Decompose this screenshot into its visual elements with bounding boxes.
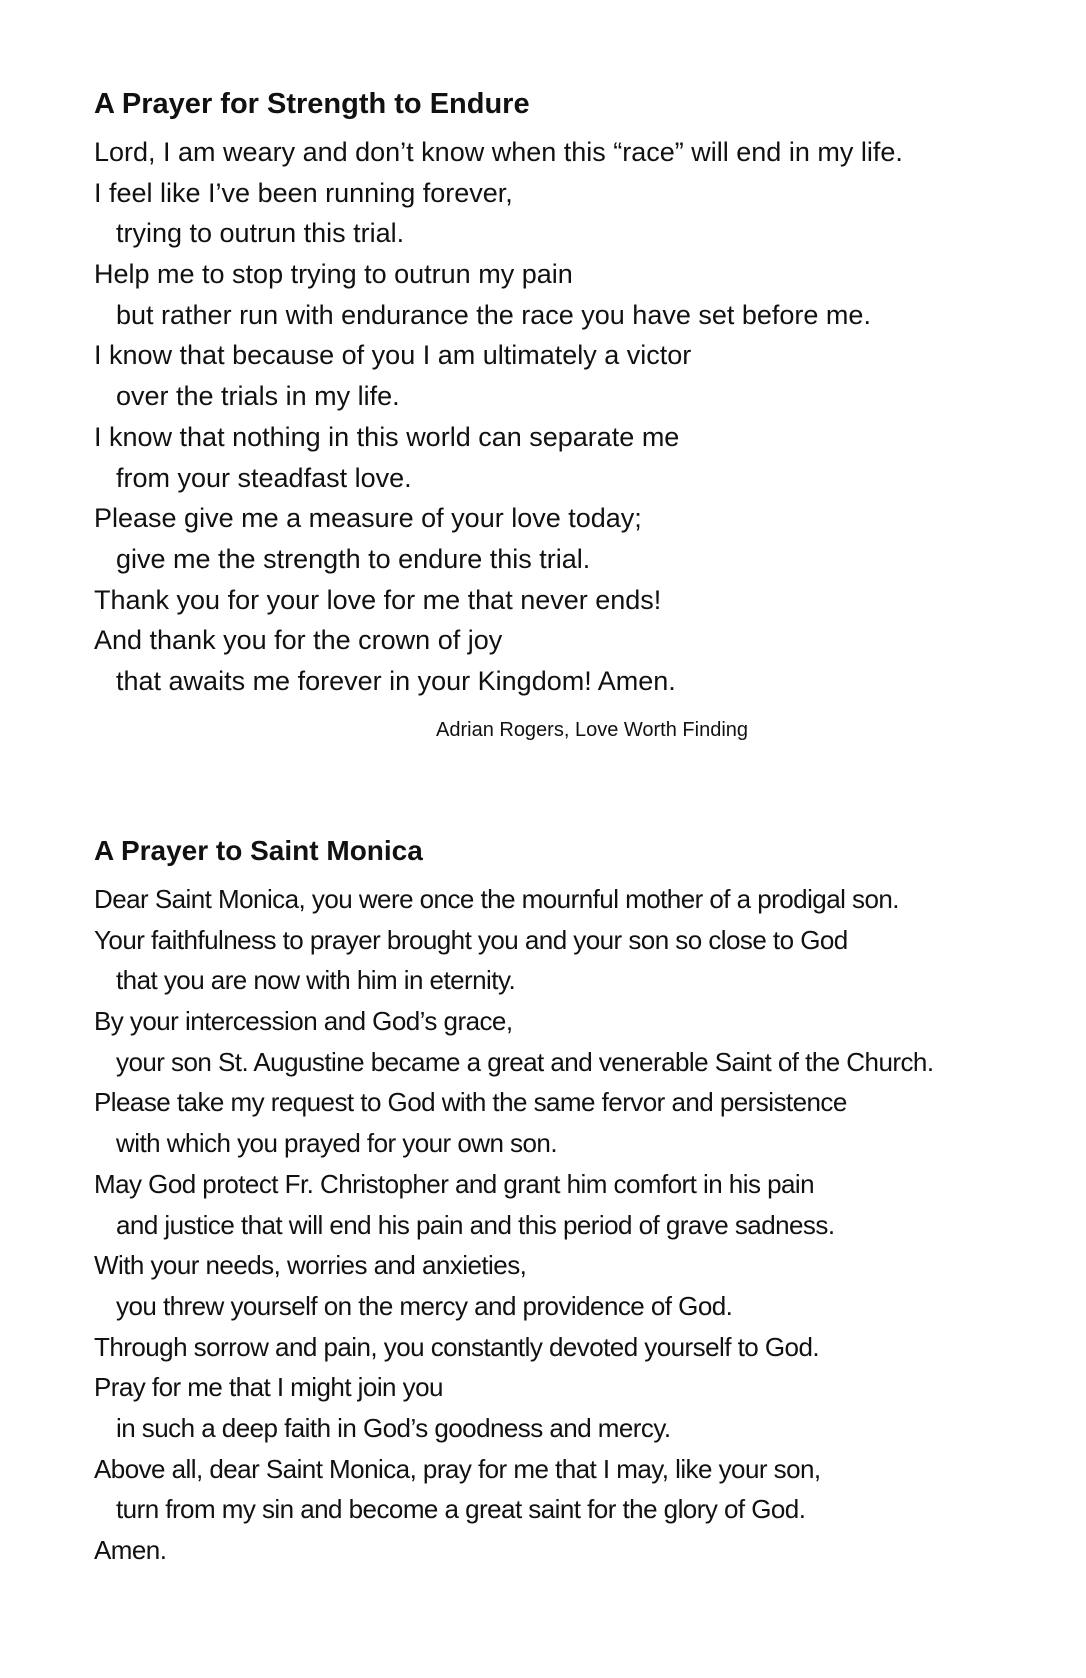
prayer-line: Please take my request to God with the same fervor and persistence <box>94 1087 847 1118</box>
prayer-line: with which you prayed for your own son. <box>116 1128 558 1159</box>
prayer-line: Pray for me that I might join you <box>94 1372 443 1403</box>
prayer-line: Thank you for your love for me that never ends! <box>94 584 662 615</box>
prayer-lines <box>94 879 1024 1571</box>
prayer-line: Dear Saint Monica, you were once the mournful mother of a prodigal son. <box>94 884 899 914</box>
attribution: Adrian Rogers, Love Worth Finding <box>436 719 749 741</box>
prayer-line: that awaits me forever in your Kingdom! Amen. <box>116 665 676 696</box>
prayer-line: from your steadfast love. <box>116 462 412 493</box>
prayer-line: I know that because of you I am ultimately a victor <box>94 340 692 371</box>
prayer-line: give me the strength to endure this trial. <box>116 543 591 574</box>
prayer-line: turn from my sin and become a great saint for the glory of God. <box>116 1494 806 1525</box>
prayer-line: Through sorrow and pain, you constantly devoted yourself to God. <box>94 1331 820 1362</box>
prayer-line: Help me to stop trying to outrun my pain <box>94 259 573 290</box>
prayer-line: Lord, I am weary and don’t know when this “race” will end in my life. <box>94 137 903 167</box>
prayer-line: Your faithfulness to prayer brought you and your son so close to God <box>94 924 848 955</box>
prayer-line: And thank you for the crown of joy <box>94 625 503 656</box>
prayer-lines <box>94 132 1024 702</box>
prayer-line: Above all, dear Saint Monica, pray for me that I may, like your son, <box>94 1453 821 1484</box>
prayer-line: and justice that will end his pain and this period of grave sadness. <box>116 1209 835 1240</box>
prayer-line: your son St. Augustine became a great and venerable Saint of the Church. <box>116 1046 934 1077</box>
prayer-line: Please give me a measure of your love today; <box>94 503 642 534</box>
prayer-title: A Prayer for Strength to Endure <box>94 88 530 120</box>
prayer-line: that you are now with him in eternity. <box>116 965 516 996</box>
prayer-line: Amen. <box>94 1535 167 1565</box>
prayer-line: I feel like I’ve been running forever, <box>94 177 513 208</box>
prayer-line: but rather run with endurance the race you have set before me. <box>116 299 871 330</box>
prayer-line: you threw yourself on the mercy and providence of God. <box>116 1290 733 1321</box>
prayer-title: A Prayer to Saint Monica <box>94 835 423 866</box>
prayer-line: By your intercession and God’s grace, <box>94 1006 513 1037</box>
prayer-line: trying to outrun this trial. <box>116 218 405 249</box>
prayer-saint-monica <box>94 831 1024 1571</box>
prayer-line: in such a deep faith in God’s goodness and mercy. <box>116 1412 671 1443</box>
prayer-line: over the trials in my life. <box>116 381 400 412</box>
prayer-strength-to-endure <box>94 84 1024 702</box>
prayer-line: With your needs, worries and anxieties, <box>94 1250 527 1281</box>
prayer-line: I know that nothing in this world can separate me <box>94 421 680 452</box>
prayer-line: May God protect Fr. Christopher and grant him comfort in his pain <box>94 1168 815 1199</box>
